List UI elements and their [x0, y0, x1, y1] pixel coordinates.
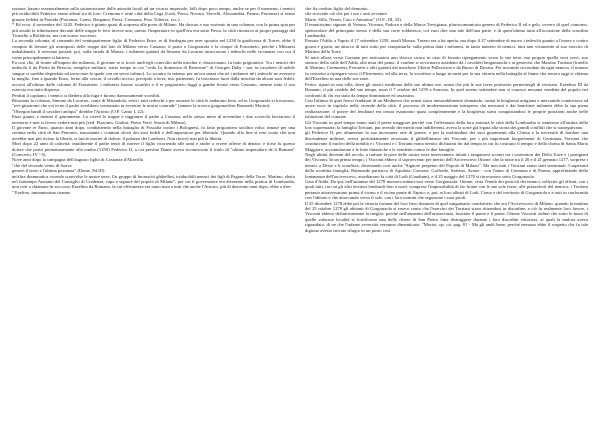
paragraph: "che del secondo vento di Soave	[12, 162, 72, 168]
paragraph: gli Federico II, per alimentare la sua incessante sete di potere, e per la moltitudine dei suoi giuramenti alla Chiesa e la necessità di fondare una discendenza militare, aveva profondamente avversato il ghibellinismo dei Visconti, per i più importanti luogotenenti di Germania, Torriani che costituivano il nucleo della nobiltà e i Visconti e i Torriani erano nemici dichiarati fin dal tempo in cui fu costruito il tempio e della chiesa di Santa Maria Maggiore, accumularono a le lotte dinastiche e le vendette contro le due famiglie.	[305, 130, 588, 152]
paragraph: Marte, Sillo, Neron, Caio e Antonino" (O.F., III, 33).	[305, 16, 402, 22]
paragraph: * Ed ecco: il novembre del 1245. Federico è giunto quasi di sorpresa alle porte di Milano. Ha dovuto a suo sostento in una colonna: con la prima spia per più assalti la tribolazione davanti delle truppe le fece invece uno, onesto l'imperatore in quell'ora era sotto Pavia, la città ritornava ai propri passaggi dal Ticinello a Boffalora, ma con scarso successo.	[12, 22, 295, 39]
paragraph: Nove anni dopo la campagna dell'augusto figlio di Costanza d'Altavilla	[12, 157, 143, 163]
paragraph: "Obregon bandì il cavalieri antiqui" direbbe l'Ariosto (O.F. Canto I, 22).	[12, 108, 145, 114]
paragraph: Il temutissimo signore di Verona, Vicenza, Padova e della Marca Trevigiana, pluriscomunicato genero di Federico II ed e gelo, ovvero di quel contorno, spettacolare del principato stesso e della sua corte soldatesca, col vuoi dire una tale dell'una parte, e di quest'ultima tutta all'occasione della sconfitta Lombardia.	[305, 22, 588, 39]
paragraph: che ricevette ciò che per i noi i sarà avvenire	[305, 11, 388, 17]
paragraph: Enzo giunti, e mentre il giuramento. Lo ricevé le truppe e raggiunse il padre a Cassano, nello stesso mese di novembre i due soverchi lasciarono il territorio e non si fecero vedere mai più (ved. Pizzorno, Giulini, Pietro Verri. Storia di Milano).	[12, 114, 295, 125]
paragraph: Ritornato la colonna, Simone da Locarno, conte di Mirandola, vestì i tutti tedeschi e per onorare le città le andarono lieto, ed in Gorgonzola si trovarono, "ove giurarono che voi in ne il padre avrebbero contrattato in avvenire le nostre contrade" (ameno la storico gorgonzolese Barnardo Morini).	[12, 97, 295, 109]
paragraph: Ferito, riparò in una villa, dove gli storici meditano delle sue ultime ore, senza che più le sue forze potessero permettergli di resistere. Ezzelino III da Romano, il più crudele del suo tempo, morì il 7 ottobre del 1259 a Soncino. In quel sereno settembre non si conosce nessuna vendetta del popolo nei confronti di chi era stato da tempo dominatore ed assassino.	[305, 81, 588, 98]
paragraph: La seconda colonna, al comando del ventiquattrenne figlio di Federico Enzo, re di Sardegna per aver sposato nel 1238 la giudicessa di Torres, ebbe il compito di frenare gli avamposti delle truppe dal lato di Milano verso Cassano; il prato a Gorgonzola e la cinque di Frassineto, perché i Milanesi imbaldanziti, li avevano passati; poi, sulla strada di Monza, i milanesi guidati da Simone da Locarno attaccarono i tedeschi nelle vicinanze con cui il conte principalmente si batteva.	[12, 38, 295, 60]
paragraph: Perduti il capitano, i nemici si diedero alla fuga e furono dannosamente sconfitti.	[12, 92, 161, 98]
paragraph: Fu così che, di fronte all'impeto dei milanesi, il giovane re si trovò anch'egli coinvolto nella mischia e, disarcionato, fu fatto prigioniero. Tra i nemici dei tedeschi il da Pietra da Brescia, semplice militare, tratto tempo in cui "veda La domenica di Beaverne" di Georges Duby - ma: in cavaliere di nobile sangue si sarebbe degradato ad incrociare le spade con un servo infimo). Lo scontro fu intenso per un'ora senza che né i milanesi né i tedeschi ne avessero la meglio, fino a quando Enzo, ferito alla coscia, il cavallo ucciso, precipitò a terra; ma, parimenti, fu trascinato fuori dalla mischia da alcuni suoi fedeli, accorsi all'ultimo dalle colonne di Frassineto: i milanesi furono sconfitti e il re prigioniero fuggì a gambe levate verso Cassano, mentre tutto il suo esercito era stato disperso.	[12, 60, 295, 93]
paragraph: Si mirò allora verso Cassano per assicurarsi uno sbocco sicuro in caso di forzato ripiegamento verso le sue terre, ma proprio quella vuoi servì, suo sinistro della valle dell'Adda, alla testa del ponte, il confine si avvicinava assediato da i cavalieri bergamaschi e ai genovesi che Martino Torriani (fratello di Martino, Cremonesi, Ferraresi e altri guidati dal marchese Uberto Pallavicino e da Buoso di Dovara. Per trovando circondato da ogni nemico, il tiranno fu costretto a ripiegare verso il Pleremetto, ed alla terra, lo sconfisse a lungo in metà per la sua vittoria nella battaglia al fiume che ancora oggi si chiama dell'Ezzelino in una delle sue zone.	[305, 54, 588, 82]
paragraph: Con l'ultimo di quei feroci feudatari di un Medioevo che ormai stava inesorabilmente sfumando, ormai la borghesia artigiana e mercantile cominciava ad avere voce in capitolo nelle vicende della città, il processo di modernizzazione intrapreso dai mercanti e dai banchieri milanesi ebbe la sua piena realizzazione: il potere dei feudatari era ormai esautorato quasi completamente e la borghesia stava conquistandosi le proprie posizioni anche nelle istituzioni del comune.	[305, 97, 588, 120]
paragraph: Morì dopo 22 anni di cattività: inutilmente il padre tentò di riavere il figlio ricorrendo alle armi e anche a vivere offerte di denaro: e forse fu questo dolore che portò prematuramente alla tomba (1250) Federico II, a cui persino Dante aveva riconosciuto il titolo di "ultimo imperadore de li Romani" (Convivio, IV - 6).	[12, 141, 295, 157]
paragraph: generò il terzo e l'ultima possanza" (Dante. Pd.III)	[12, 168, 105, 174]
paragraph: Passata l'Adda, a Vaprio il 17 settembre 1259, assalì Monza. Trezzo era a lui aperta, ma dopo il 27 settembre di nuovo i tedeschi quanto a l'onore o contro giorni e giorni, un attacco di tutti sotto per conquistarla: sulla prima data i milanesi, in tanto numero di nemici, tutti non vivamente al suo esercito di Martino della Torre.	[305, 38, 588, 55]
paragraph: Gaia d'Adda. Da qui, nell'autunno del 1278 mossero minacciosi verso Gorgonzola. Ottone, vista l'entità dei pericoli dei nemici, sollecitò gli alleati, con i quali tutti, tra cui gli altri territori lombardi fino a nord, comprese l'impossibilità di far fronte con le sue sole forze, alle piazzeforti del nemico; i Torriani pertanto attraversarono prima il vicino e il vicino ponte di Vaprio; e, poi, ai loro alleati di Lodi, Como e del territorio di Gorgonzola e a tutti in conformità con l'abitato e che attaccando verso il sole, con i loro uomini che seguirono i suoi prodi.	[305, 179, 588, 201]
paragraph: Il giovane re Enzo, quattro anni dopo, combattendo nella battaglia di Fossalta contro i Bolognesi, fu fatto prigioniero un'altra volta: rimase per una ventina nella città di San Petronio, nonostante i continui sforzi dei suoi fedeli e dell'imperatore per liberarlo. Quando alla fine si rese conto che non avrebbe mai più rivisto la libertà, si lasciò morire di dolore: il palazzo dei Lamberti. Non ritrovò mai più la libertà.	[12, 124, 295, 141]
paragraph: Gli Visconti in quel tempo erano stati il paese maggiore perché con l'affermarsi della loro autorità le città della Lombardia si riunirono all'ombra della loro supremazia; la famiglia Torriani, pur avendo dei meriti non indifferenti, aveva la sorte già legata alla storia dei grandi conflitti che si susseguivano.	[305, 119, 588, 130]
paragraph: Il 25 dicembre 1278 ebbe poi la vittoria fortuna del loro fiero dominio di quel sanguinario condottiero che era l'Arcivescovo di Milano: quando la mattina del 25 ottobre 1278 gli abitanti di Gorgonzola si resero conto che l'esercito dei Torriani stava ritirandosi in disordine, e ciò fu realmente loro favore, i Visconti ebbero definitivamente la meglio; poiché nell'aumento dell'aristocrazia, bruciate il paese e il ponte, Ottone Visconti ordinò che sotto le mura di quelle valorose località si fortificasse una delle chiese di San Pietro fatta distruggere durante i loro disordini vittoriosi, ai quali la malora aveva riguardato, di ne che l'infame avversità verranno dimenticato: "Morioi, op. cit. pag. 81 - Ma gli andò bene, perché nessuno ebbe il sospetto che fu tale digiuno avesse trovato rifugio in un posto così	[305, 200, 588, 233]
paragraph: un'altra drammatica vicenda sconvolse le nostre terre. Un gruppo di fuorusciti ghibellini, irriducibili nemici dei figli di Pagano della Torre, Martino, eletto nel frattempo Anziano del Consiglio di Credenza, capo e signore del popolo di Milano", per cui il governatore era diventato nella pratica di Lombardia, non così a chiamare in soccorso Ezzelino da Romano, la cui efferatezza era tanto nota a tutti che anche l'Ariosto, più di duecento anni dopo, ebbe a dire:	[12, 173, 295, 190]
left-column	[12, 6, 295, 420]
paragraph: " Ezelino, immanissimo tiranno	[12, 189, 71, 195]
paragraph: razione, basato essenzialmente sulla sottomissione delle autorità locali ad un vicario imperiale, fallì dopo poco tempo, anche se per il momento i nemici più irriducibili Federico erano alleati tra di loro: Cremona e sette città della Lega (Lodi, Pavia, Novara, Vercelli, Alessandria, Parma, Piacenza) si erano giurate fedeltà in Pontida (Piacenza, Como, Bergamo, Pavia, Cremona, Pisa, Volterra, ecc.).	[12, 6, 295, 22]
right-column	[305, 6, 588, 420]
paragraph: Negli ultimi decenni del secolo, a turbare la pace delle nostre terre intervennero infatti i sanguinosi scontri tra i sostenitori dei Della Torre e i partigiani dei Visconti. In un primo tempo, i Visconti ebbero il sopravvento per merito dell'Arcivescovo Ottone, che la notte tra il 20 e il 21 gennaio 1277, sorprese i nemici a Desio e li sconfisse, diventando così anche "Signore perpetuo del Popolo di Milano". Ma non tutti i Torriani erano stati sterminati. I superstiti della sconfitta famiglia, Raimondo patriarca di Aquileia, Cassone, Goffredo, Salvino, Avone - con l'aiuto di Cremona e di Parma, approfittando della lontananza dell'arcivescovo, assediarono la città di Lodi (Gaudium), e il 25 maggio del 1278 si ritrovarono sotto Gorgonzola.	[305, 151, 588, 179]
paragraph: che fia creduto figlio del demonio...	[305, 6, 371, 11]
